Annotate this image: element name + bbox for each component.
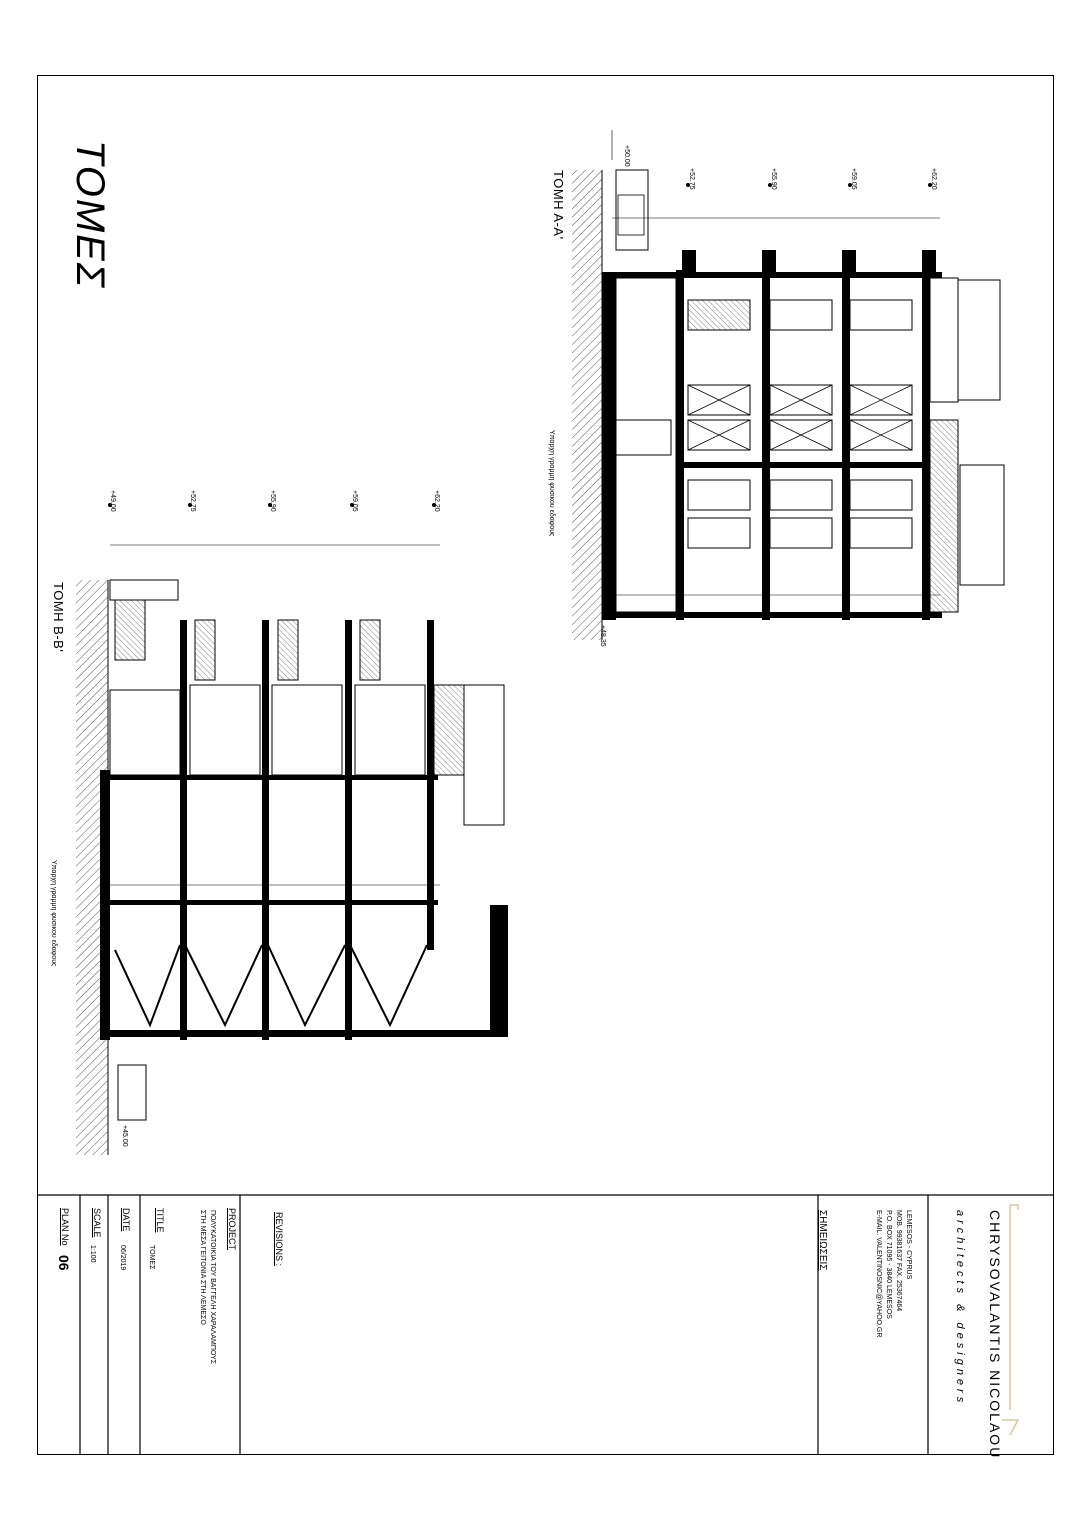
level-label-bb: +45.00 [121, 1125, 128, 1147]
firm-address-4: E-MAIL. VALENTINOSNIC@YAHOO.GR [875, 1210, 882, 1338]
level-label-aa: +52.75 [688, 168, 695, 190]
notes-label: ΣΗΜΕΙΩΣΕΙΣ [817, 1210, 828, 1271]
title-value: ΤΟΜΕΣ [148, 1245, 155, 1270]
level-label-aa: +50.00 [623, 145, 630, 167]
firm-tagline: architects & designers [954, 1210, 966, 1407]
section-aa-label: ΤΟΜΗ Α-Α' [551, 170, 566, 240]
project-label: PROJECT [227, 1208, 237, 1251]
level-label-bb: +59.05 [351, 490, 358, 512]
section-bb [76, 503, 508, 1155]
level-label-bb: +62.20 [433, 490, 440, 512]
title-label: TITLE [155, 1208, 165, 1233]
section-aa [572, 130, 1004, 640]
firm-address-3: P.O. BOX 71095 - 3840 LEMESOS [885, 1210, 892, 1319]
level-label-bb: +52.75 [189, 490, 196, 512]
level-label-bb: +55.90 [269, 490, 276, 512]
revisions-label: REVISIONS : [274, 1212, 284, 1267]
plan-number-label: PLAN No [60, 1208, 70, 1246]
level-label-aa: +48.35 [599, 625, 606, 647]
level-label-bb: +49.00 [109, 490, 116, 512]
level-label-aa: +59.05 [850, 168, 857, 190]
date-value: 06/2019 [119, 1245, 126, 1271]
firm-address-1: LEMESOS - CYPRUS [905, 1210, 912, 1280]
ground-note-bb: Υπαρχη γραμμη φυσικου εδαφους [50, 860, 57, 967]
date-label: DATE [121, 1208, 131, 1232]
scale-value: 1:100 [89, 1245, 96, 1263]
sheet-heading: ΤΟΜΕΣ [68, 140, 112, 289]
project-line-1: ΠΟΛΥΚΑΤΟΙΚΙΑ ΤΟΥ ΒΑΓΓΕΛΗ ΧΑΡΑΛΑΜΠΟΥΣ [209, 1210, 216, 1365]
section-bb-label: ΤΟΜΗ Β-Β' [51, 582, 66, 653]
scale-label: SCALE [92, 1208, 102, 1238]
firm-address-2: MOB. 99381637 FAX. 25367464 [895, 1210, 902, 1312]
level-label-aa: +62.20 [930, 168, 937, 190]
level-label-aa: +55.90 [770, 168, 777, 190]
plan-number-value: 06 [56, 1255, 72, 1271]
firm-name: CHRYSOVALANTIS NICOLAOU [987, 1210, 1003, 1460]
project-line-2: ΣΤΗ ΜΕΣΑ ΓΕΙΤΟΝΙΑ ΣΤΗ ΛΕΜΕΣΟ [199, 1210, 206, 1325]
ground-note-aa: Υπαρχη γραμμη φυσικου εδαφους [548, 430, 555, 537]
